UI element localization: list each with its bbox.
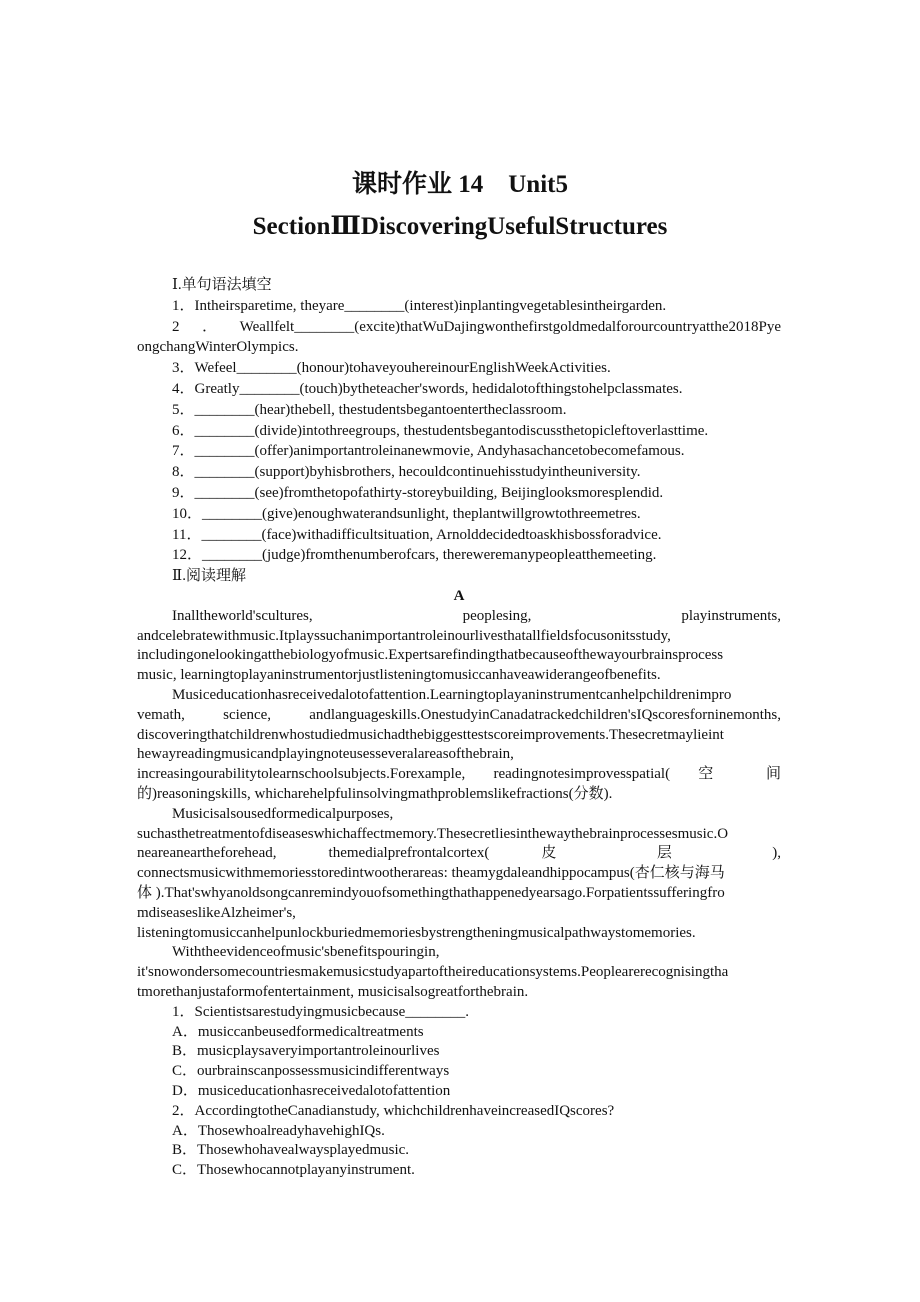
exercise-line: 10．________(give)enoughwaterandsunlight, theplantwillgrowtothreemetres. (172, 505, 641, 522)
passage-line: 体 ).That'swhyanoldsongcanremindyouofsomethingthathappenedyearsago.Forpatientssufferingfro (137, 884, 725, 901)
passage-line: neareaneartheforehead, themedialprefrontalcortex( 皮 层 ), (137, 845, 781, 862)
passage-line: A．ThosewhoalreadyhavehighIQs. (172, 1122, 385, 1139)
passage-line: D．musiceducationhasreceivedalotofattention (172, 1082, 451, 1099)
passage-line: C．Thosewhocannotplayanyinstrument. (172, 1162, 415, 1179)
passage-line: C．ourbrainscanpossessmusicindifferentways (172, 1063, 450, 1080)
exercise-line: 12．________(judge)fromthenumberofcars, thereweremanypeopleatthemeeting. (172, 547, 657, 564)
exercise-line: 9．________(see)fromthetopofathirty-storeybuilding, Beijinglooksmoresplendid. (172, 484, 664, 501)
passage-line: increasingourabilitytolearnschoolsubjects.Forexample, readingnotesimprovesspatial( 空 间 (137, 766, 781, 783)
passage-line: 2．AccordingtotheCanadianstudy, whichchildrenhaveincreasedIQscores? (172, 1102, 615, 1119)
exercise-line: 3．Wefeel________(honour)tohaveyouhereinourEnglishWeekActivities. (172, 360, 611, 377)
passage-line: it'snowondersomecountriesmakemusicstudyapartoftheireducationsystems.Peoplearerecognisingtha (137, 964, 729, 981)
section-title: SectionⅢDiscoveringUsefulStructures (252, 213, 668, 240)
passage-line: tmorethanjustaformofentertainment, musicisalsogreatforthebrain. (137, 983, 529, 1000)
exercise-line: Ⅱ.阅读理解 (172, 568, 246, 585)
passage-line: Musiceducationhasreceivedalotofattention.Learningtoplayaninstrumentcanhelpchildrenimpro (172, 686, 732, 703)
exercise-line: 6．________(divide)intothreegroups, thestudentsbegantodiscussthetopicleftoverlasttime. (172, 422, 709, 439)
passage-line: Withtheevidenceofmusic'sbenefitspouringin, (172, 944, 440, 961)
exercise-line: 4．Greatly________(touch)bytheteacher'swords, hedidalotofthingstohelpclassmates. (172, 380, 683, 397)
passage-line: suchasthetreatmentofdiseaseswhichaffectmemory.Thesecretliesinthewaythebrainprocessesmusic.O (137, 825, 729, 842)
passage-line: hewayreadingmusicandplayingnoteusesseveralareasofthebrain, (137, 746, 514, 763)
passage-line: vemath, science, andlanguageskills.OnestudyinCanadatrackedchildren'sIQscoresforninemonths, (137, 706, 781, 723)
passage-line: Inalltheworld'scultures, peoplesing, playinstruments, (172, 607, 781, 624)
exercise-line: 2．Weallfelt________(excite)thatWuDajingwonthefirstgoldmedalforourcountryatthe2018Pye (172, 318, 781, 335)
passage-line: andcelebratewithmusic.Itplayssuchanimportantroleinourlivesthatallfieldsfocusonitsstudy, (137, 627, 671, 644)
passage-heading: A (453, 588, 465, 604)
passage-line: Musicisalsousedformedicalpurposes, (172, 805, 394, 822)
worksheet-title: 课时作业 14 Unit5 (352, 171, 568, 198)
exercise-line: 1．Intheirsparetime, theyare________(interest)inplantingvegetablesintheirgarden. (172, 297, 667, 314)
exercise-line: 8．________(support)byhisbrothers, hecouldcontinuehisstudyintheuniversity. (172, 464, 641, 481)
passage-line: A．musiccanbeusedformedicaltreatments (172, 1023, 424, 1040)
exercise-line: ongchangWinterOlympics. (137, 339, 299, 356)
reading-comprehension-section (137, 587, 781, 1181)
passage-line: connectsmusicwithmemoriesstoredintwootherareas: theamygdaleandhippocampus(杏仁核与海马 (137, 865, 725, 882)
grammar-fill-in-section (137, 275, 781, 587)
passage-line: includingonelookingatthebiologyofmusic.Expertsarefindingthatbecauseofthewayourbrainsprocess (137, 647, 724, 664)
exercise-line: 11．________(face)withadifficultsituation, Arnolddecidedtoaskhisbossforadvice. (172, 526, 662, 543)
exercise-line: Ⅰ.单句语法填空 (172, 277, 272, 293)
passage-line: 的)reasoningskills, whicharehelpfulinsolvingmathproblemslikefractions(分数). (137, 785, 613, 802)
passage-line: music, learningtoplayaninstrumentorjustlisteningtomusiccanhaveawiderangeofbenefits. (137, 667, 661, 684)
passage-line: B．Thosewhohavealwaysplayedmusic. (172, 1142, 410, 1159)
passage-line: B．musicplaysaveryimportantroleinourlives (172, 1043, 440, 1060)
exercise-line: 7．________(offer)animportantroleinanewmovie, Andyhasachancetobecomefamous. (172, 443, 685, 460)
passage-line: 1．Scientistsarestudyingmusicbecause________. (172, 1003, 470, 1020)
exercise-line: 5．________(hear)thebell, thestudentsbegantoentertheclassroom. (172, 401, 567, 418)
passage-line: mdiseaseslikeAlzheimer's, (137, 904, 296, 921)
passage-line: discoveringthatchildrenwhostudiedmusichadthebiggesttestscoreimprovements.Thesecretmaylieint (137, 726, 724, 743)
passage-line: listeningtomusiccanhelpunlockburiedmemoriesbystrengtheningmusicalpathwaystomemories. (137, 924, 696, 941)
